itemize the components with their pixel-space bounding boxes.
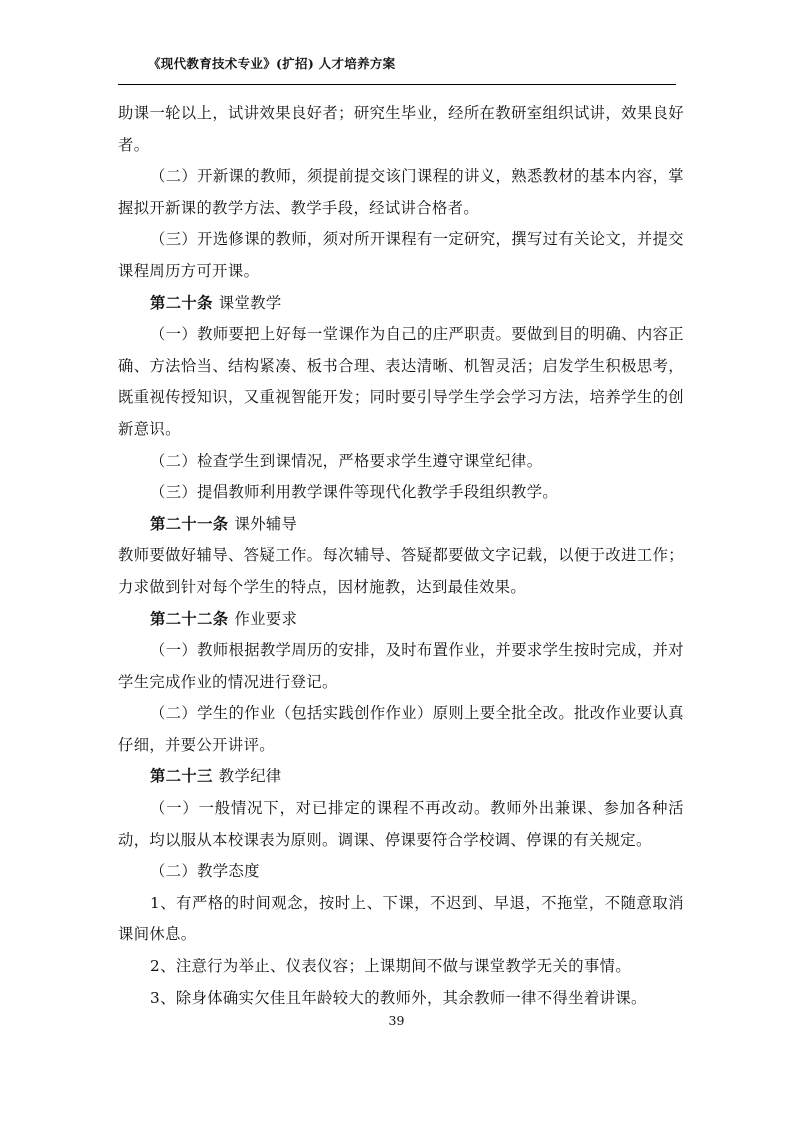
- article-title: 课堂教学: [218, 293, 282, 312]
- paragraph: （二）学生的作业（包括实践创作作业）原则上要全批全改。批改作业要认真仔细，并要公开讲评。: [118, 704, 684, 754]
- paragraph: （三）提倡教师利用教学课件等现代化教学手段组织教学。: [150, 483, 559, 502]
- paragraph: （一）教师根据教学周历的安排，及时布置作业，并要求学生按时完成，并对学生完成作业的情况进行登记。: [118, 641, 684, 691]
- paragraph: （三）开选修课的教师，须对所开课程有一定研究，撰写过有关论文，并提交课程周历方可开课。: [118, 230, 684, 280]
- paragraph: 教师要做好辅导、答疑工作。每次辅导、答疑都要做文字记载，以便于改进工作；力求做到针对每个学生的特点，因材施教，达到最佳效果。: [118, 546, 684, 596]
- article-title: 课外辅导: [234, 514, 298, 533]
- article-number: 第二十一条: [150, 514, 229, 533]
- article-heading: [118, 761, 684, 793]
- paragraph: （一）一般情况下，对已排定的课程不再改动。教师外出兼课、参加各种活动，均以服从本校课表为原则。调课、停课要符合学校调、停课的有关规定。: [118, 799, 684, 849]
- paragraph: （二）开新课的教师，须提前提交该门课程的讲义，熟悉教材的基本内容，掌握拟开新课的教学方法、教学手段，经试讲合格者。: [118, 167, 684, 217]
- paragraph: 1、有严格的时间观念，按时上、下课，不迟到、早退，不拖堂，不随意取消课间休息。: [118, 893, 684, 944]
- page-number: 39: [388, 1013, 405, 1028]
- article-heading: [118, 604, 684, 636]
- paragraph: （二）检查学生到课情况，严格要求学生遵守课堂纪律。: [150, 451, 543, 470]
- article-title: 教学纪律: [218, 767, 282, 786]
- paragraph: （一）教师要把上好每一堂课作为自己的庄严职责。要做到目的明确、内容正确、方法恰当、结构紧凑、板书合理、表达清晰、机智灵活；启发学生积极思考，既重视传授知识，又重视智能开发；同时要引导学生学会学习方法，培养学生的创新意识。: [118, 325, 684, 438]
- paragraph: （二）教学态度: [150, 862, 260, 881]
- article-title: 作业要求: [234, 609, 298, 628]
- document-body: [118, 98, 684, 1014]
- article-heading: [118, 509, 684, 541]
- paragraph: 2、注意行为举止、仪表仪容；上课期间不做与课堂教学无关的事情。: [150, 957, 632, 976]
- paragraph: 3、除身体确实欠佳且年龄较大的教师外，其余教师一律不得坐着讲课。: [150, 988, 647, 1007]
- page-header: [0, 54, 793, 74]
- article-heading: [118, 288, 684, 320]
- article-number: 第二十二条: [150, 609, 229, 628]
- header-divider: [118, 84, 676, 85]
- article-number: 第二十三: [150, 767, 213, 786]
- paragraph: 助课一轮以上，试讲效果良好者；研究生毕业，经所在教研室组织试讲，效果良好者。: [118, 104, 684, 154]
- document-title: 《现代教育技术专业》(扩招) 人才培养方案: [148, 56, 396, 71]
- article-number: 第二十条: [150, 293, 213, 312]
